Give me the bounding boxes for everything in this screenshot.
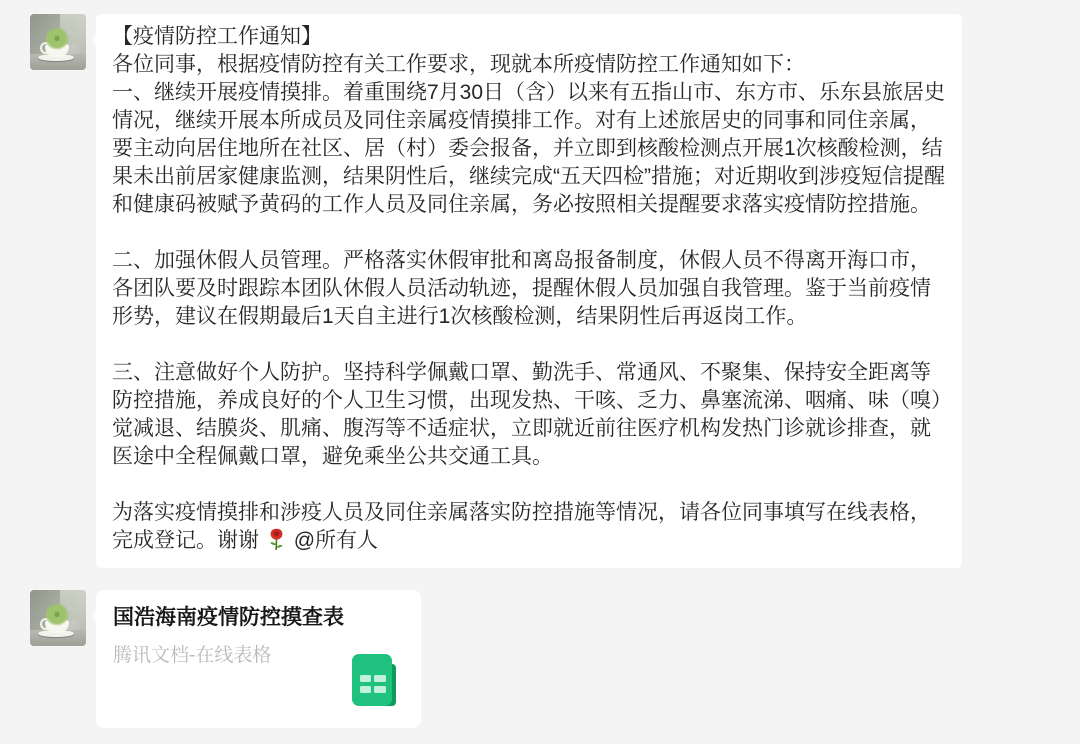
shared-document-card[interactable] — [96, 590, 421, 728]
document-card-subtitle: 腾讯文档-在线表格 — [113, 645, 272, 666]
sender-avatar[interactable] — [30, 14, 86, 70]
document-card-title: 国浩海南疫情防控摸查表 — [113, 606, 344, 629]
avatar-cup-handle-shape — [40, 42, 49, 54]
mention-all: @所有人 — [293, 529, 379, 552]
notice-intro: 各位同事，根据疫情防控有关工作要求，现就本所疫情防控工作通知如下： — [112, 53, 805, 76]
notice-closing-text: 为落实疫情摸排和涉疫人员及同住亲属落实防控措施等情况，请各位同事填写在线表格，完成登记。谢谢 — [112, 501, 931, 552]
spreadsheet-icon — [348, 653, 400, 708]
notice-closing — [112, 499, 946, 555]
message-row-notice — [30, 14, 962, 568]
avatar-flower-shape — [47, 29, 67, 48]
sender-avatar[interactable] — [30, 590, 86, 646]
notice-section-1: 一、继续开展疫情摸排。着重围绕7月30日（含）以来有五指山市、东方市、乐东县旅居史情况，继续开展本所成员及同住亲属疫情摸排工作。对有上述旅居史的同事和同住亲属，要主动向居住地所在社区、居（村）委会报备，并立即到核酸检测点开展1次核酸检测，结果未出前居家健康监测，结果阴性后，继续完成“五天四检”措施；对近期收到涉疫短信提醒和健康码被赋予黄码的工作人员及同住亲属，务必按照相关提醒要求落实疫情防控措施。 — [112, 81, 946, 216]
notice-message-bubble — [96, 14, 962, 568]
avatar-cup-handle-shape — [40, 618, 49, 630]
notice-title: 【疫情防控工作通知】 — [112, 25, 322, 48]
notice-section-3: 三、注意做好个人防护。坚持科学佩戴口罩、勤洗手、常通风、不聚集、保持安全距离等防控措施，养成良好的个人卫生习惯，出现发热、干咳、乏力、鼻塞流涕、咽痛、味（嗅）觉减退、结膜炎、肌痛、腹泻等不适症状，立即就近前往医疗机构发热门诊就诊排查，就医途中全程佩戴口罩，避免乘坐公共交通工具。 — [112, 361, 942, 468]
avatar-flower-shape — [47, 605, 67, 624]
rose-emoji — [267, 528, 286, 551]
message-row-card — [30, 590, 421, 728]
notice-section-2: 二、加强休假人员管理。严格落实休假审批和离岛报备制度，休假人员不得离开海口市，各团队要及时跟踪本团队休假人员活动轨迹，提醒休假人员加强自我管理。鉴于当前疫情形势，建议在假期最后1天自主进行1次核酸检测，结果阴性后再返岗工作。 — [112, 249, 931, 328]
